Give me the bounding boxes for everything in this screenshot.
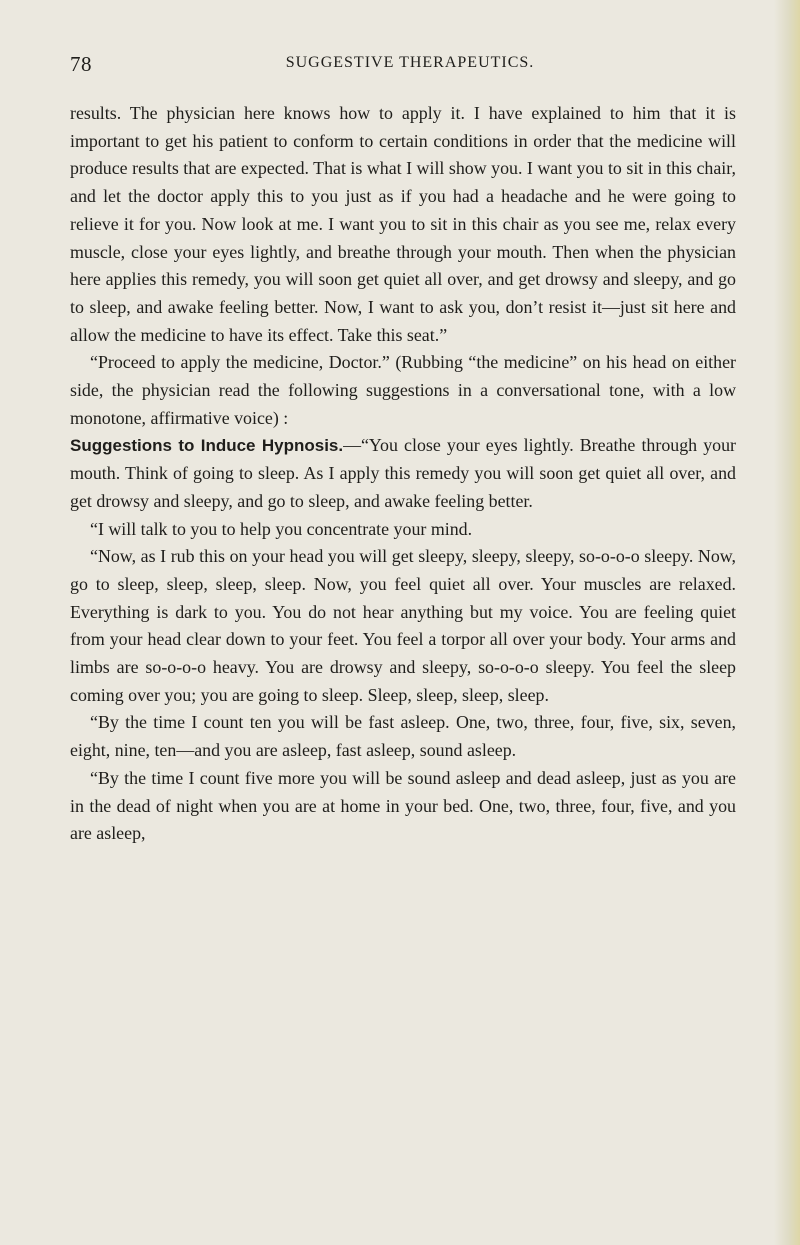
paragraph-1: results. The physician here knows how to apply it. I have explained to him that it is important to get his patient to conform to certain conditions in order that the medicine will produce results that are expected. That is what I will show you. I want you to sit in this chair, and let the doctor apply this to you just as if you had a headache and he were going to relieve it for you. Now look at me. I want you to sit in this chair as you see me, relax every muscle, close your eyes lightly, and breathe through your mouth. Then when the physician here applies this remedy, you will soon get quiet all over, and get drowsy and sleepy, and go to sleep, and awake feeling better. Now, I want to ask you, don’t resist it—just sit here and allow the medicine to have its effect. Take this seat.” [70, 103, 736, 345]
paragraph-7: “By the time I count five more you will be sound asleep and dead asleep, just as you are in the dead of night when you are at home in your bed. One, two, three, four, five, and you are asleep, [70, 767, 736, 844]
paragraph-6: “By the time I count ten you will be fast asleep. One, two, three, four, five, six, seven, eight, nine, ten—and you are asleep, fast asleep, sound asleep. [70, 712, 736, 761]
paragraph-5: “Now, as I rub this on your head you will get sleepy, sleepy, sleepy, so-o-o-o sleepy. Now, go to sleep, sleep, sleep, sleep. Now, you feel quiet all over. Your muscles are relaxed. Everything is dark to you. You do not hear anything but my voice. You are feeling quiet from your head clear down to your feet. You feel a torpor all over your body. Your arms and limbs are so-o-o-o heavy. You are drowsy and sleepy, so-o-o-o sleepy. You feel the sleep coming over you; you are going to sleep. Sleep, sleep, sleep, sleep. [70, 546, 736, 705]
page-number: 78 [70, 52, 92, 76]
paragraph-3 [70, 432, 736, 515]
page-header [70, 52, 750, 86]
paragraph-2: “Proceed to apply the medicine, Doctor.” (Rubbing “the medicine” on his head on either side, the physician read the following suggestions in a conversational tone, with a low monotone, affirmative voice) : [70, 352, 736, 428]
page-edge-shading [774, 0, 800, 1245]
section-heading: Suggestions to Induce Hypnosis. [70, 436, 344, 456]
running-head: SUGGESTIVE THERAPEUTICS. [285, 54, 535, 71]
paragraph-4: “I will talk to you to help you concentrate your mind. [90, 518, 473, 539]
paragraph-3-text: —“You close your eyes lightly. Breathe through your mouth. Think of going to sleep. As I apply this remedy you will soon get quiet all over, and get drowsy and sleepy, and go to sleep, and awake feeling better. [70, 435, 736, 511]
page-body [70, 100, 736, 848]
